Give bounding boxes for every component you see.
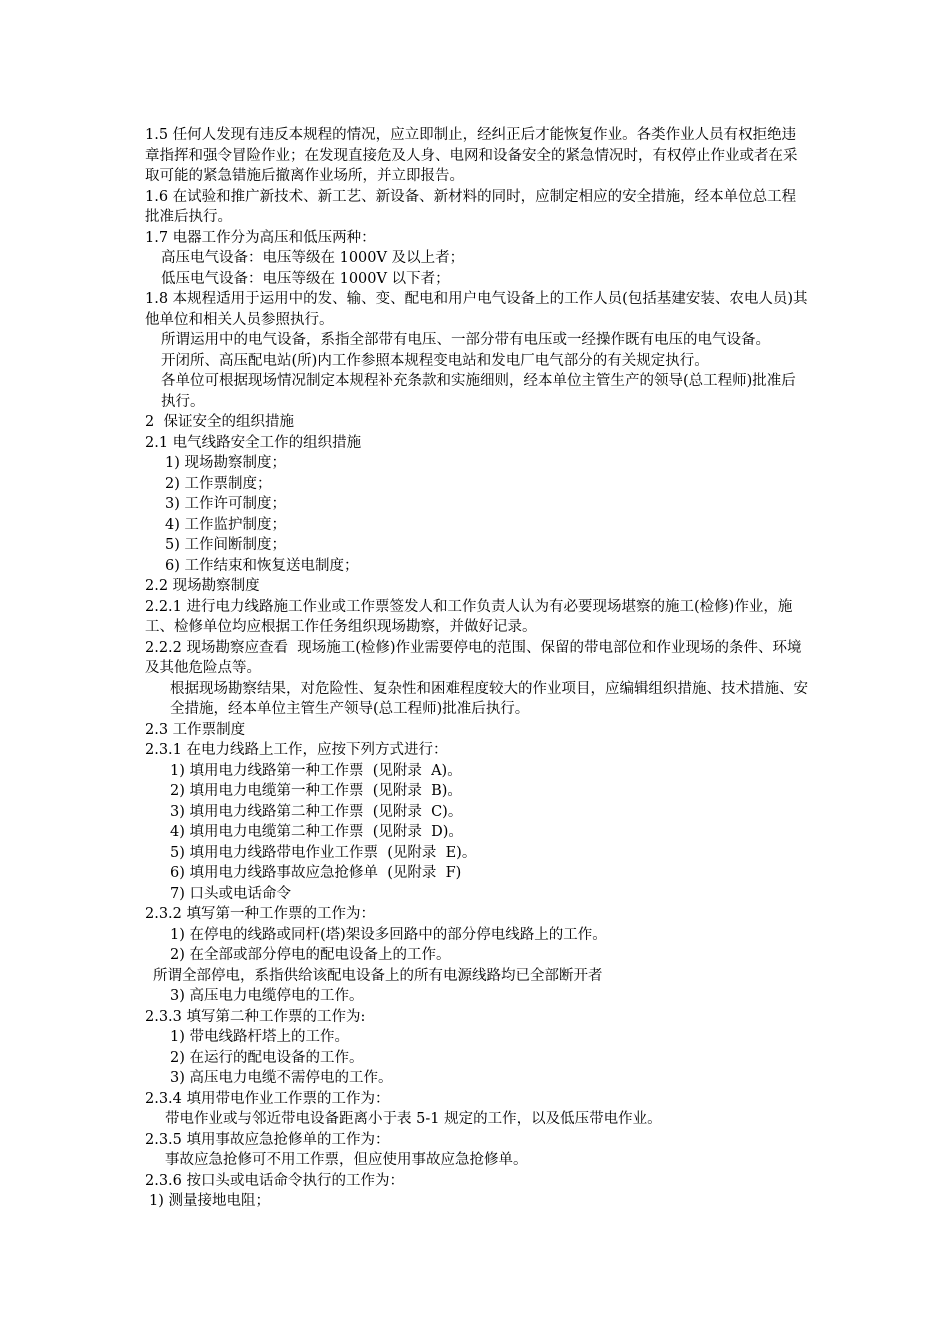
paragraph: 低压电气设备：电压等级在 1000V 以下者；	[161, 270, 450, 287]
paragraph: 1.8 本规程适用于运用中的发、输、变、配电和用户电气设备上的工作人员(包括基建安装、农电人员)其他单位和相关人员参照执行。	[145, 291, 808, 328]
document-body	[145, 125, 810, 1212]
paragraph: 3) 高压电力电缆不需停电的工作。	[170, 1070, 393, 1086]
paragraph: 4) 工作监护制度；	[165, 516, 286, 533]
paragraph: 所谓运用中的电气设备，系指全部带有电压、一部分带有电压或一经操作既有电压的电气设备。	[161, 332, 770, 348]
paragraph: 1) 填用电力线路第一种工作票 (见附录 A)。	[170, 762, 462, 779]
paragraph: 6) 填用电力线路事故应急抢修单 (见附录 F)	[170, 865, 462, 881]
paragraph: 2) 工作票制度；	[165, 475, 272, 492]
paragraph: 3) 高压电力电缆停电的工作。	[170, 988, 364, 1004]
paragraph: 1) 带电线路杆塔上的工作。	[170, 1029, 349, 1045]
paragraph: 1.6 在试验和推广新技术、新工艺、新设备、新材料的同时，应制定相应的安全措施，经本单位总工程批准后执行。	[145, 188, 797, 225]
paragraph: 1) 测量接地电阻；	[149, 1193, 270, 1209]
paragraph: 2.3 工作票制度	[145, 721, 246, 738]
paragraph: 2.3.2 填写第一种工作票的工作为：	[145, 906, 376, 922]
paragraph: 2) 在全部或部分停电的配电设备上的工作。	[170, 947, 451, 963]
paragraph: 高压电气设备：电压等级在 1000V 及以上者；	[161, 250, 465, 266]
paragraph: 2.3.6 按口头或电话命令执行的工作为：	[145, 1172, 405, 1189]
paragraph: 2.3.5 填用事故应急抢修单的工作为：	[145, 1131, 390, 1148]
paragraph: 2 保证安全的组织措施	[145, 414, 294, 430]
paragraph: 2) 填用电力电缆第一种工作票 (见附录 B)。	[170, 783, 462, 799]
paragraph: 开闭所、高压配电站(所)内工作参照本规程变电站和发电厂电气部分的有关规定执行。	[161, 352, 709, 369]
paragraph: 2.2.1 进行电力线路施工作业或工作票签发人和工作负责人认为有必要现场堪察的施工(检修)作业，施工、检修单位均应根据工作任务组织现场勘察，并做好记录。	[145, 598, 793, 635]
paragraph: 2.3.4 填用带电作业工作票的工作为：	[145, 1090, 390, 1107]
paragraph: 2.3.3 填写第二种工作票的工作为:	[145, 1008, 366, 1025]
paragraph: 1.7 电器工作分为高压和低压两种：	[145, 229, 376, 246]
paragraph: 2.3.1 在电力线路上工作，应按下列方式进行：	[145, 742, 448, 758]
paragraph: 带电作业或与邻近带电设备距离小于表 5-1 规定的工作，以及低压带电作业。	[165, 1111, 662, 1127]
paragraph: 7) 口头或电话命令	[170, 885, 291, 902]
paragraph: 2.2 现场勘察制度	[145, 578, 260, 594]
paragraph: 所谓全部停电，系指供给该配电设备上的所有电源线路均已全部断开者	[153, 967, 603, 984]
paragraph: 1) 在停电的线路或同杆(塔)架设多回路中的部分停电线路上的工作。	[170, 926, 607, 943]
paragraph: 3) 工作许可制度；	[165, 496, 286, 512]
paragraph: 5) 填用电力线路带电作业工作票 (见附录 E)。	[170, 844, 477, 861]
paragraph: 1.5 任何人发现有违反本规程的情况，应立即制止，经纠正后才能恢复作业。各类作业人员有权拒绝违章指挥和强令冒险作业；在发现直接危及人身、电网和设备安全的紧急情况时，有权停止作业或者在采取可能的紧急错施后撤离作业场所，并立即报告。	[145, 127, 798, 184]
paragraph: 3) 填用电力线路第二种工作票 (见附录 C)。	[170, 803, 463, 820]
paragraph: 1) 现场勘察制度；	[165, 455, 286, 471]
paragraph: 6) 工作结束和恢复送电制度；	[165, 557, 359, 574]
paragraph: 根据现场勘察结果，对危险性、复杂性和困难程度较大的作业项目，应编辑组织措施、技术措施、安全措施，经本单位主管生产领导(总工程师)批准后执行。	[170, 680, 808, 717]
paragraph: 各单位可根据现场情况制定本规程补充条款和实施细则，经本单位主管生产的领导(总工程师)批准后执行。	[161, 373, 796, 410]
paragraph: 2.1 电气线路安全工作的组织措施	[145, 434, 362, 451]
paragraph: 4) 填用电力电缆第二种工作票 (见附录 D)。	[170, 824, 463, 840]
paragraph: 2.2.2 现场勘察应查看 现场施工(检修)作业需要停电的范围、保留的带电部位和作业现场的条件、环境及其他危险点等。	[145, 639, 802, 676]
paragraph: 5) 工作间断制度；	[165, 537, 286, 553]
paragraph: 2) 在运行的配电设备的工作。	[170, 1049, 364, 1066]
paragraph: 事故应急抢修可不用工作票，但应使用事故应急抢修单。	[165, 1152, 528, 1168]
